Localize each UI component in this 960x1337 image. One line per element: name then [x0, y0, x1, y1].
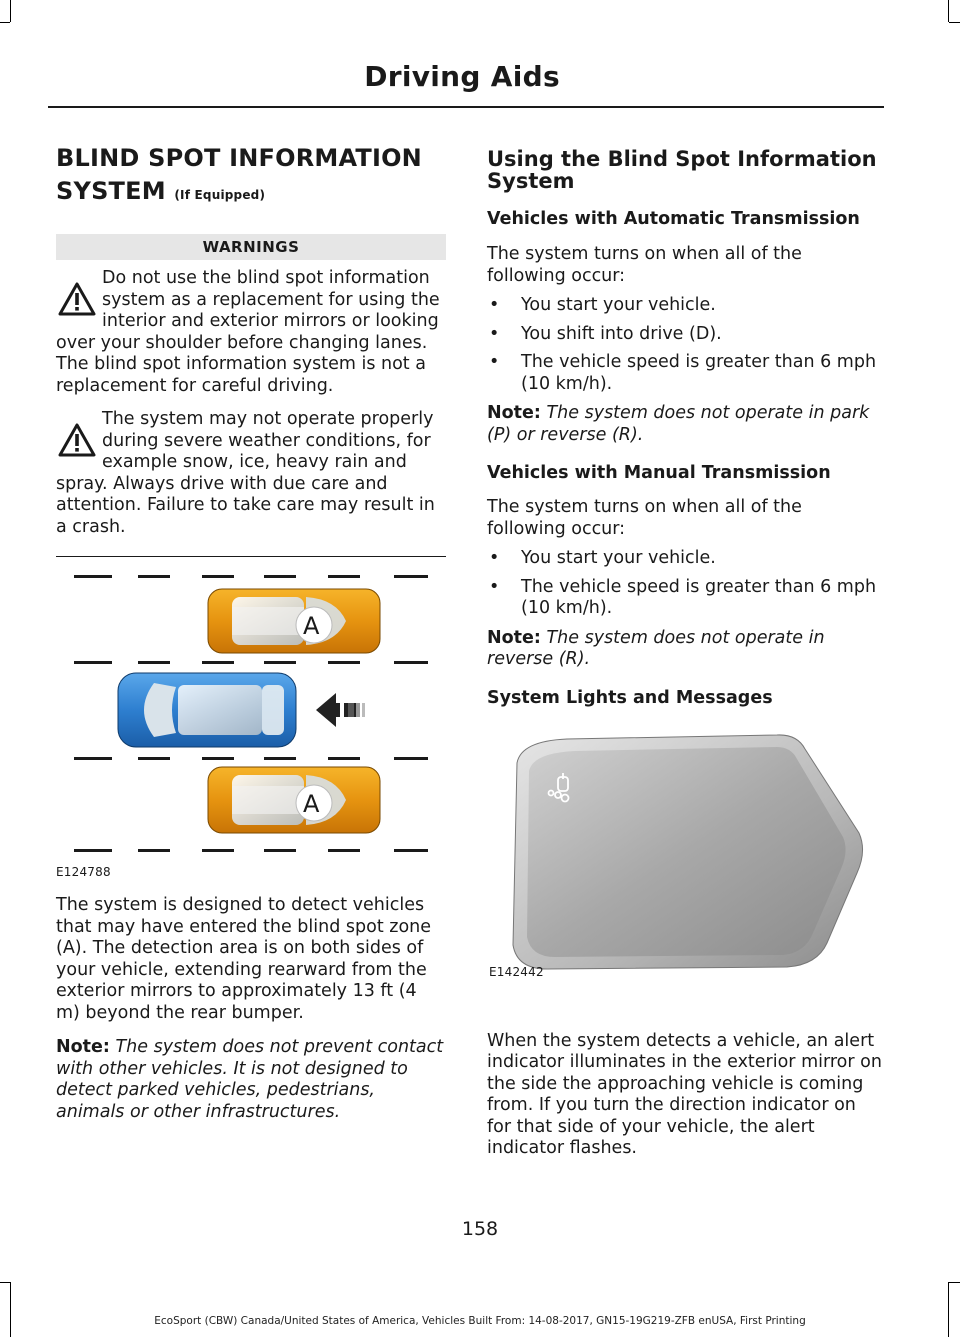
warning-triangle-icon	[58, 282, 96, 316]
crop-mark	[10, 1282, 11, 1337]
footer-text: EcoSport (CBW) Canada/United States of America, Vehicles Built From: 14-08-2017, GN15-19G219-ZFB enUSA, First Printing	[154, 1315, 806, 1327]
crop-mark	[0, 1282, 10, 1283]
section-title	[56, 142, 446, 212]
manual-intro: The system turns on when all of the following occur:	[487, 497, 802, 539]
note-text: The system does not prevent contact with other vehicles. It is not designed to detect parked vehicles, pedestrians, animals or other infrastructures.	[56, 1037, 444, 1122]
manual-transmission-heading: Vehicles with Manual Transmission	[487, 463, 831, 483]
section-divider	[56, 556, 446, 557]
lights-heading: System Lights and Messages	[487, 687, 773, 708]
crop-mark	[948, 1282, 949, 1337]
lights-paragraph: When the system detects a vehicle, an alert indicator illuminates in the exterior mirror on the side the approaching vehicle is coming from. If you turn the direction indicator on for that side of your vehicle, the alert indicator flashes.	[487, 1030, 882, 1158]
crop-mark	[10, 0, 11, 22]
zone-label-a: A	[303, 612, 320, 640]
auto-intro: The system turns on when all of the following occur:	[487, 244, 802, 286]
warning-text: The system may not operate properly during severe weather conditions, for example snow, ice, heavy rain and spray. Always drive with due care and attention. Failure to take care may result in a crash.	[56, 409, 435, 537]
header-rule	[48, 106, 884, 108]
manual-conditions-list	[487, 548, 882, 620]
auto-transmission-heading: Vehicles with Automatic Transmission	[487, 209, 860, 229]
warning-text: Do not use the blind spot information system as a replacement for using the interior and exterior mirrors or looking over your shoulder before changing lanes. The blind spot information system is not a replacement for careful driving.	[56, 268, 440, 396]
list-item: • The vehicle speed is greater than 6 mph (10 km/h).	[489, 352, 877, 394]
mirror-figure	[487, 733, 882, 1011]
note-label: Note:	[487, 403, 541, 423]
warning-item	[56, 268, 446, 397]
auto-conditions-list	[487, 295, 882, 395]
description-paragraph: The system is designed to detect vehicles that may have entered the blind spot zone (A). The detection area is on both sides of your vehicle, extending rearward from the exterior mirrors to approximately 13 ft (4 m) beyond the rear bumper.	[56, 895, 432, 1023]
auto-note	[487, 403, 882, 446]
crop-mark	[949, 1282, 960, 1283]
section-title-line2: SYSTEM	[56, 177, 166, 205]
your-vehicle	[118, 673, 296, 747]
if-equipped-label: (If Equipped)	[174, 188, 266, 202]
crop-mark	[948, 0, 949, 22]
crop-mark	[0, 22, 10, 23]
vehicle-in-blind-spot-bottom	[208, 767, 380, 833]
manual-note	[487, 628, 882, 671]
list-item: • You shift into drive (D).	[489, 323, 722, 344]
right-column	[487, 142, 882, 1160]
approach-arrow-icon	[316, 693, 365, 727]
list-item: • You start your vehicle.	[489, 548, 716, 568]
list-item: • You start your vehicle.	[489, 295, 716, 315]
page-number: 158	[461, 1218, 499, 1240]
page-header-title: Driving Aids	[364, 60, 560, 93]
note-text: The system does not operate in park (P) or reverse (R).	[487, 403, 870, 445]
warning-item	[56, 409, 446, 538]
note-label: Note:	[487, 627, 541, 648]
mirror-illustration	[487, 733, 882, 983]
list-item: • The vehicle speed is greater than 6 mph (10 km/h).	[489, 576, 877, 618]
crop-mark	[949, 22, 960, 23]
zone-label-a: A	[303, 790, 320, 818]
left-column	[56, 142, 446, 1123]
warning-triangle-icon	[58, 423, 96, 457]
note-label: Note:	[56, 1037, 110, 1057]
blind-spot-illustration	[56, 563, 446, 863]
note-text: The system does not operate in reverse (R).	[487, 627, 825, 669]
warnings-bar: WARNINGS	[56, 234, 446, 260]
blind-spot-figure	[56, 563, 446, 881]
vehicle-in-blind-spot-top	[208, 589, 380, 653]
section-title-line1: BLIND SPOT INFORMATION	[56, 144, 422, 172]
subsection-title: Using the Blind Spot Information System	[487, 147, 877, 193]
figure-code: E142442	[489, 964, 544, 979]
figure-code: E124788	[56, 865, 111, 879]
note	[56, 1037, 446, 1123]
